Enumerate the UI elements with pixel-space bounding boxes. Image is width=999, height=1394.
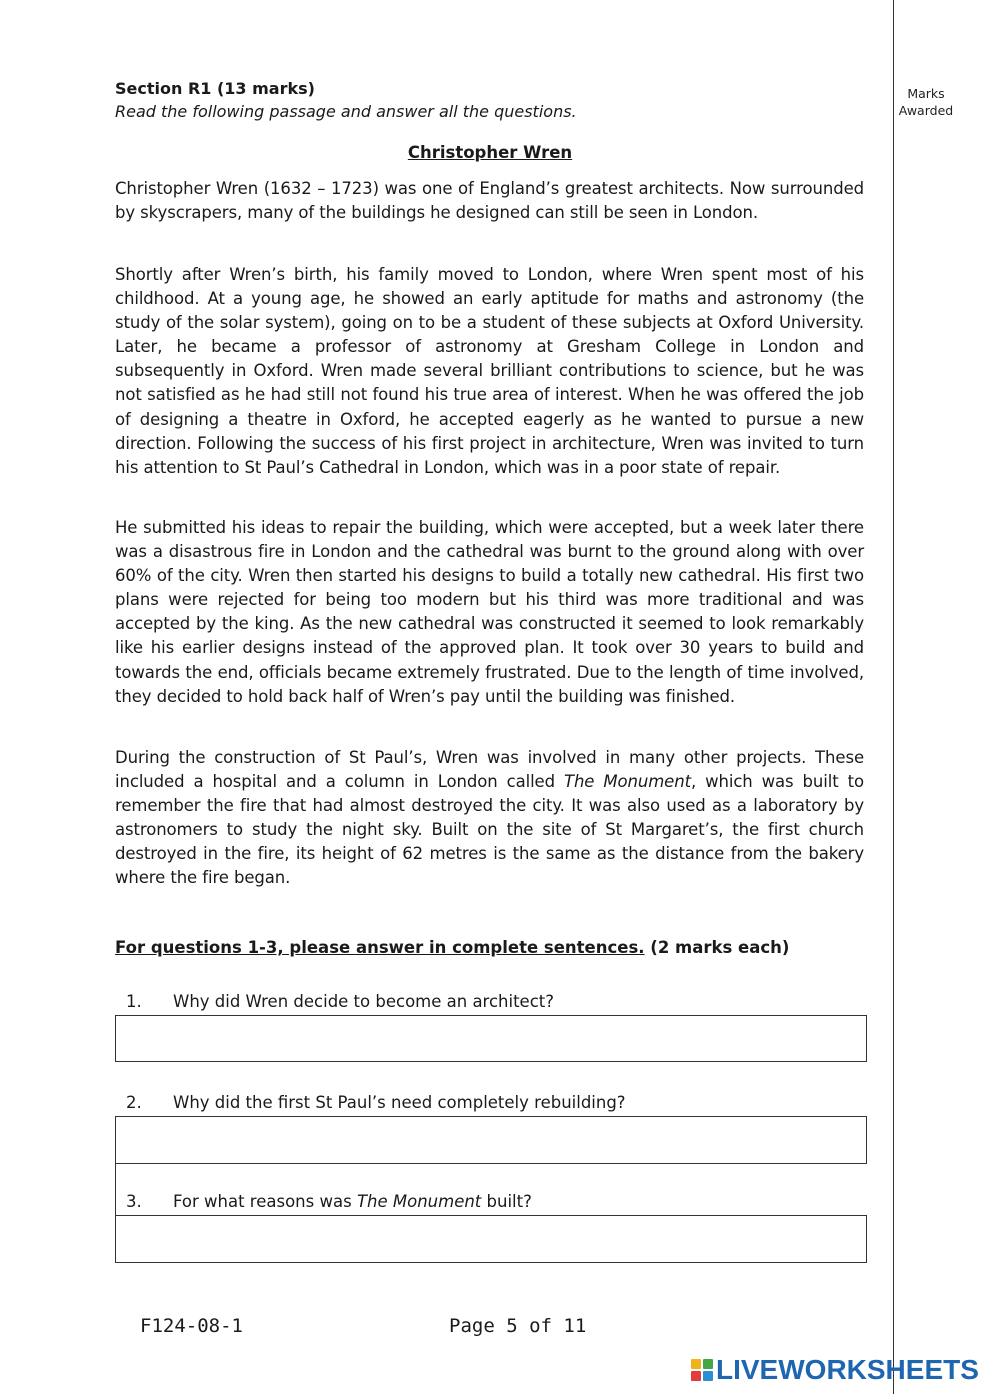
logo-square-icon <box>703 1359 713 1369</box>
logo-square-icon <box>691 1359 701 1369</box>
logo-square-icon <box>691 1371 701 1381</box>
liveworksheets-logo-icon <box>690 1358 714 1382</box>
liveworksheets-wordmark: LIVEWORKSHEETS <box>716 1354 979 1385</box>
marks-awarded-label <box>894 85 958 119</box>
questions-instruction <box>115 936 875 960</box>
document-code: F124-08-1 <box>140 1315 243 1337</box>
marks-label-line2: Awarded <box>898 103 954 118</box>
liveworksheets-logo <box>690 1354 979 1386</box>
page-number: Page 5 of 11 <box>449 1315 587 1337</box>
questions-instruction-underlined: For questions 1-3, please answer in complete sentences. <box>115 938 645 957</box>
logo-square-icon <box>703 1371 713 1381</box>
question-number: 1. <box>126 992 142 1011</box>
marks-label-line1: Marks <box>907 86 945 101</box>
answer-box-2[interactable] <box>115 1116 867 1164</box>
passage-paragraph-2: Shortly after Wren’s birth, his family moved to London, where Wren spent most of his childhood. At a young age, he showed an early aptitude for maths and astronomy (the study of the solar system), going on to be a student of these subjects at Oxford University. Later, he became a professor of astronomy at Gresham College in London and subsequently in Oxford. Wren made several brilliant contributions to science, but he was not satisfied as he had still not found his true area of interest. When he was offered the job of designing a theatre in Oxford, he accepted eagerly as he wanted to pursue a new direction. Following the success of his first project in architecture, Wren was invited to turn his attention to St Paul’s Cathedral in London, which was in a poor state of repair. <box>115 265 864 477</box>
question-2 <box>126 1091 866 1115</box>
question-3 <box>126 1190 866 1214</box>
marks-margin-rule <box>893 0 894 1394</box>
question-text: Why did the first St Paul’s need completely rebuilding? <box>173 1093 626 1112</box>
question-text-italic: The Monument <box>356 1192 482 1211</box>
section-header <box>115 77 875 123</box>
question-text-after: built? <box>481 1192 532 1211</box>
passage-paragraph-3: He submitted his ideas to repair the building, which were accepted, but a week later there was a disastrous fire in London and the cathedral was burnt to the ground along with over 60% of the city. Wren then started his designs to build a totally new cathedral. His first two plans were rejected for being too modern but his third was more traditional and was accepted by the king. As the new cathedral was constructed it seemed to look remarkably like his earlier designs instead of the approved plan. It took over 30 years to build and towards the end, officials became extremely frustrated. Due to the length of time involved, they decided to hold back half of Wren’s pay until the building was finished. <box>115 518 864 706</box>
question-text: Why did Wren decide to become an architect? <box>173 992 555 1011</box>
passage-title: Christopher Wren <box>407 143 573 162</box>
p4-text-after: , which was built to remember the fire that had almost destroyed the city. It was also used as a laboratory by astronomers to study the night sky. Built on the site of St Margaret’s, the first church destroyed in the fire, its height of 62 metres is the same as the distance from the bakery where the fire began. <box>115 772 864 888</box>
p4-monument-title: The Monument <box>563 772 691 792</box>
question-1 <box>126 990 866 1014</box>
questions-instruction-marks: (2 marks each) <box>644 938 790 957</box>
p4-text-before: During the construction of St Paul’s, Wren was involved in many other projects. These included a hospital and a column in London called <box>115 748 864 792</box>
section-title: Section R1 (13 marks) <box>115 79 315 98</box>
question-number: 3. <box>126 1192 142 1211</box>
question-number: 2. <box>126 1093 142 1112</box>
box-side-rule <box>115 1162 116 1215</box>
answer-box-1[interactable] <box>115 1015 867 1062</box>
section-instruction: Read the following passage and answer all the questions. <box>115 102 577 121</box>
passage-paragraph-1: Christopher Wren (1632 – 1723) was one of England’s greatest architects. Now surrounded by skyscrapers, many of the buildings he designed can still be seen in London. <box>115 179 864 223</box>
passage-paragraph-4 <box>115 746 864 891</box>
answer-box-3[interactable] <box>115 1215 867 1263</box>
question-text-before: For what reasons was <box>173 1192 357 1211</box>
